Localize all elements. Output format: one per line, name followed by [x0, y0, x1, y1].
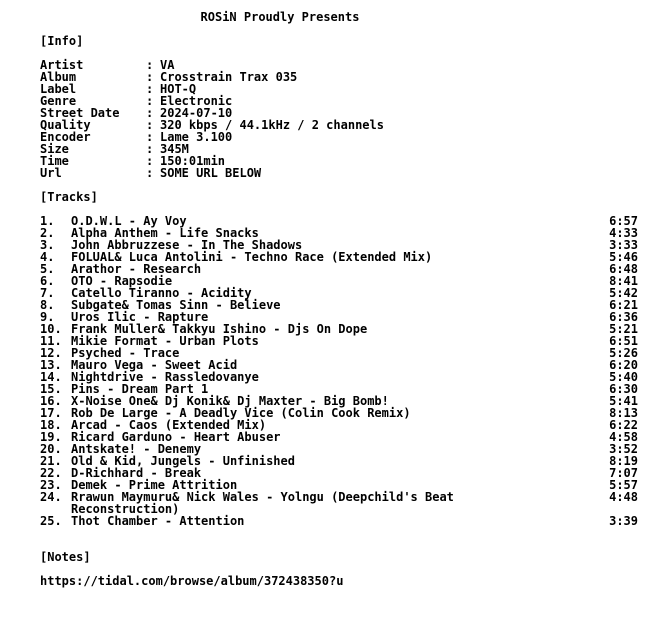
track-duration: 3:52	[609, 442, 638, 456]
info-row-size	[40, 143, 640, 155]
track-number: 15.	[40, 382, 62, 396]
track-duration: 6:30	[609, 382, 638, 396]
info-key: Encoder	[40, 130, 91, 144]
track-title: Arcad - Caos (Extended Mix)	[71, 418, 267, 432]
track-number: 12.	[40, 346, 62, 360]
track-title: Nightdrive - Rassledovanye	[71, 370, 259, 384]
track-number: 18.	[40, 418, 62, 432]
info-row-album	[40, 71, 640, 83]
track-number: 8.	[40, 298, 55, 312]
info-separator: :	[146, 106, 154, 120]
info-separator: :	[146, 118, 154, 132]
info-row-quality	[40, 119, 640, 131]
track-title: Subgate& Tomas Sinn - Believe	[71, 298, 281, 312]
track-title: FOLUAL& Luca Antolini - Techno Race (Extended Mix)	[71, 250, 433, 264]
track-title: Antskate! - Denemy	[71, 442, 202, 456]
track-title: Old & Kid, Jungels - Unfinished	[71, 454, 295, 468]
track-duration: 6:21	[609, 298, 638, 312]
info-key: Url	[40, 166, 62, 180]
info-separator: :	[146, 154, 154, 168]
track-duration: 3:33	[609, 238, 638, 252]
info-key: Artist	[40, 58, 84, 72]
track-title: Mauro Vega - Sweet Acid	[71, 358, 238, 372]
track-title: OTO - Rapsodie	[71, 274, 173, 288]
track-duration: 7:07	[609, 466, 638, 480]
tracklist	[40, 215, 640, 527]
track-row	[40, 491, 640, 515]
track-number: 22.	[40, 466, 62, 480]
info-row-genre	[40, 95, 640, 107]
info-key: Size	[40, 142, 69, 156]
track-duration: 4:58	[609, 430, 638, 444]
info-separator: :	[146, 94, 154, 108]
track-title: Frank Muller& Takkyu Ishino - Djs On Dope	[71, 322, 368, 336]
track-number: 6.	[40, 274, 55, 288]
track-duration: 5:42	[609, 286, 638, 300]
notes-heading: [Notes]	[40, 550, 91, 564]
info-key: Quality	[40, 118, 91, 132]
track-number: 10.	[40, 322, 62, 336]
track-number: 11.	[40, 334, 62, 348]
track-number: 9.	[40, 310, 55, 324]
track-duration: 6:20	[609, 358, 638, 372]
info-separator: :	[146, 82, 154, 96]
info-value: 320 kbps / 44.1kHz / 2 channels	[160, 118, 384, 132]
info-separator: :	[146, 166, 154, 180]
track-duration: 5:26	[609, 346, 638, 360]
info-value: Lame 3.100	[160, 130, 233, 144]
track-duration: 6:36	[609, 310, 638, 324]
info-key: Street Date	[40, 106, 120, 120]
info-separator: :	[146, 70, 154, 84]
info-separator: :	[146, 130, 154, 144]
tracks-heading: [Tracks]	[40, 190, 98, 204]
track-title: John Abbruzzese - In The Shadows	[71, 238, 303, 252]
info-value: VA	[160, 58, 175, 72]
info-value: Electronic	[160, 94, 233, 108]
track-duration: 4:33	[609, 226, 638, 240]
track-duration: 5:41	[609, 394, 638, 408]
track-duration: 6:51	[609, 334, 638, 348]
track-duration: 6:57	[609, 214, 638, 228]
track-title: Alpha Anthem - Life Snacks	[71, 226, 259, 240]
track-number: 1.	[40, 214, 55, 228]
release-header: ROSiN Proudly Presents	[200, 10, 360, 24]
info-key: Album	[40, 70, 77, 84]
info-key: Time	[40, 154, 69, 168]
track-number: 5.	[40, 262, 55, 276]
track-duration: 5:40	[609, 370, 638, 384]
track-duration: 5:21	[609, 322, 638, 336]
track-number: 14.	[40, 370, 62, 384]
track-number: 17.	[40, 406, 62, 420]
track-title: Arathor - Research	[71, 262, 202, 276]
track-number: 24.	[40, 490, 62, 504]
info-value: Crosstrain Trax 035	[160, 70, 298, 84]
track-number: 21.	[40, 454, 62, 468]
track-number: 3.	[40, 238, 55, 252]
info-value: 150:01min	[160, 154, 226, 168]
info-row-time	[40, 155, 640, 167]
track-title: Thot Chamber - Attention	[71, 514, 245, 528]
track-number: 4.	[40, 250, 55, 264]
info-value: SOME URL BELOW	[160, 166, 262, 180]
track-duration: 8:13	[609, 406, 638, 420]
track-duration: 5:46	[609, 250, 638, 264]
info-section	[40, 59, 640, 179]
track-number: 25.	[40, 514, 62, 528]
notes-url: https://tidal.com/browse/album/372438350?u	[40, 574, 344, 588]
track-title: Ricard Garduno - Heart Abuser	[71, 430, 281, 444]
info-separator: :	[146, 142, 154, 156]
track-number: 19.	[40, 430, 62, 444]
info-key: Label	[40, 82, 77, 96]
track-duration: 5:57	[609, 478, 638, 492]
track-duration: 3:39	[609, 514, 638, 528]
track-title: Psyched - Trace	[71, 346, 180, 360]
track-duration: 6:22	[609, 418, 638, 432]
info-heading: [Info]	[40, 34, 84, 48]
track-title: X-Noise One& Dj Konik& Dj Maxter - Big Bomb!	[71, 394, 389, 408]
info-row-url	[40, 167, 640, 179]
track-title: Pins - Dream Part 1	[71, 382, 209, 396]
track-title: Catello Tiranno - Acidity	[71, 286, 252, 300]
track-number: 20.	[40, 442, 62, 456]
track-number: 16.	[40, 394, 62, 408]
info-value: 2024-07-10	[160, 106, 233, 120]
track-number: 2.	[40, 226, 55, 240]
track-title: O.D.W.L - Ay Voy	[71, 214, 187, 228]
track-title: Uros Ilic - Rapture	[71, 310, 209, 324]
info-row-label	[40, 83, 640, 95]
track-duration: 8:19	[609, 454, 638, 468]
info-value: HOT-Q	[160, 82, 197, 96]
track-number: 23.	[40, 478, 62, 492]
track-title: Rob De Large - A Deadly Vice (Colin Cook Remix)	[71, 406, 411, 420]
track-title: Demek - Prime Attrition	[71, 478, 238, 492]
info-row-artist	[40, 59, 640, 71]
nfo-document	[40, 11, 640, 587]
track-duration: 6:48	[609, 262, 638, 276]
track-duration: 8:41	[609, 274, 638, 288]
track-number: 7.	[40, 286, 55, 300]
track-row	[40, 515, 640, 527]
info-row-encoder	[40, 131, 640, 143]
info-separator: :	[146, 58, 154, 72]
track-title: D-Richhard - Break	[71, 466, 202, 480]
track-title: Rrawun Maymuru& Nick Wales - Yolngu (Deepchild's Beat Reconstruction)	[71, 490, 454, 516]
track-number: 13.	[40, 358, 62, 372]
track-title: Mikie Format - Urban Plots	[71, 334, 259, 348]
info-key: Genre	[40, 94, 77, 108]
track-duration: 4:48	[609, 490, 638, 504]
info-value: 345M	[160, 142, 189, 156]
